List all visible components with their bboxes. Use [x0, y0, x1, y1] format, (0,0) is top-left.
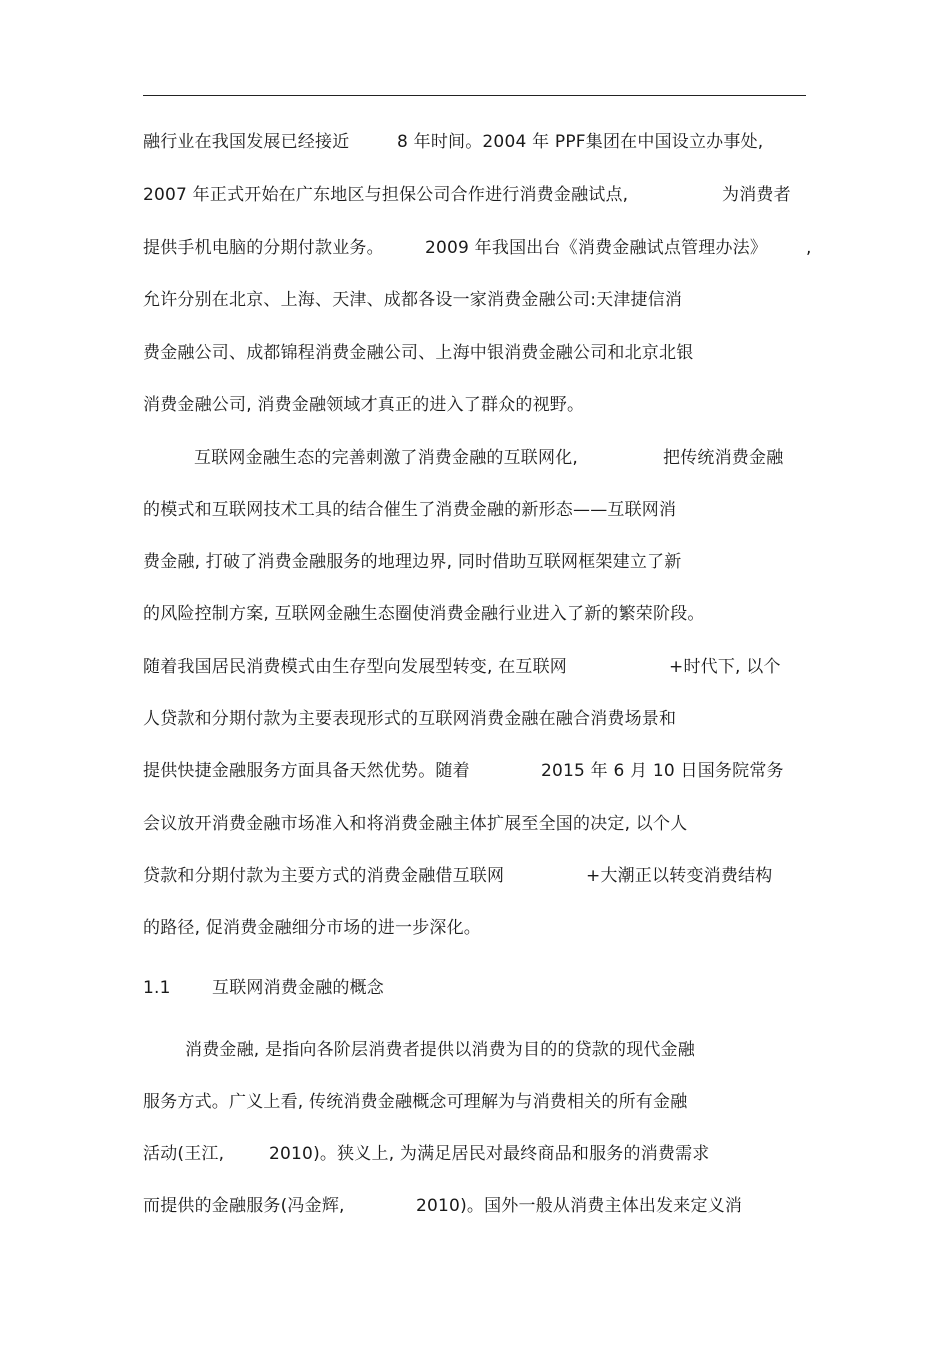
text-line-segment: 活动(王江, [143, 1144, 225, 1164]
text-line-segment: 8 年时间。2004 年 PPF集团在中国设立办事处, [397, 132, 764, 152]
text-line-segment: 而提供的金融服务(冯金辉, [143, 1196, 345, 1216]
text-line-segment: 提供手机电脑的分期付款业务。 [143, 238, 384, 258]
text-line-segment: 互联网金融生态的完善刺激了消费金融的互联网化, [194, 448, 579, 468]
section-heading-segment: 互联网消费金融的概念 [212, 978, 384, 998]
text-line-segment: 2015 年 6 月 10 日国务院常务 [541, 761, 784, 781]
text-line-segment: 服务方式。广义上看, 传统消费金融概念可理解为与消费相关的所有金融 [143, 1092, 688, 1112]
text-line-segment: +时代下, 以个 [669, 657, 781, 677]
text-line-segment: 2010)。国外一般从消费主体出发来定义消 [416, 1196, 743, 1216]
text-line-segment: 费金融, 打破了消费金融服务的地理边界, 同时借助互联网框架建立了新 [143, 552, 682, 572]
text-line-segment: 费金融公司、成都锦程消费金融公司、上海中银消费金融公司和北京北银 [143, 343, 694, 363]
text-line-segment: 会议放开消费金融市场准入和将消费金融主体扩展至全国的决定, 以个人 [143, 814, 688, 834]
text-line-segment: 为消费者 [722, 185, 791, 205]
text-line-segment: 贷款和分期付款为主要方式的消费金融借互联网 [143, 866, 505, 886]
text-line-segment: 人贷款和分期付款为主要表现形式的互联网消费金融在融合消费场景和 [143, 709, 677, 729]
text-line-segment: 提供快捷金融服务方面具备天然优势。随着 [143, 761, 470, 781]
text-line-segment: 2007 年正式开始在广东地区与担保公司合作进行消费金融试点, [143, 185, 629, 205]
text-line-segment: 的模式和互联网技术工具的结合催生了消费金融的新形态——互联网消 [143, 500, 677, 520]
text-line-segment: 2010)。狭义上, 为满足居民对最终商品和服务的消费需求 [269, 1144, 710, 1164]
text-line-segment: 2009 年我国出台《消费金融试点管理办法》 [425, 238, 768, 258]
text-line-segment: 融行业在我国发展已经接近 [143, 132, 350, 152]
text-line-segment: +大潮正以转变消费结构 [586, 866, 773, 886]
text-line-segment: , [806, 238, 812, 258]
text-line-segment: 的风险控制方案, 互联网金融生态圈使消费金融行业进入了新的繁荣阶段。 [143, 604, 705, 624]
text-line-segment: 把传统消费金融 [663, 448, 784, 468]
text-line-segment: 的路径, 促消费金融细分市场的进一步深化。 [143, 918, 482, 938]
section-heading-segment: 1.1 [143, 978, 171, 998]
text-line-segment: 随着我国居民消费模式由生存型向发展型转变, 在互联网 [143, 657, 568, 677]
text-line-segment: 消费金融, 是指向各阶层消费者提供以消费为目的的贷款的现代金融 [185, 1040, 696, 1060]
text-line-segment: 消费金融公司, 消费金融领域才真正的进入了群众的视野。 [143, 395, 585, 415]
header-rule [143, 95, 806, 96]
text-line-segment: 允许分别在北京、上海、天津、成都各设一家消费金融公司:天津捷信消 [143, 290, 683, 310]
